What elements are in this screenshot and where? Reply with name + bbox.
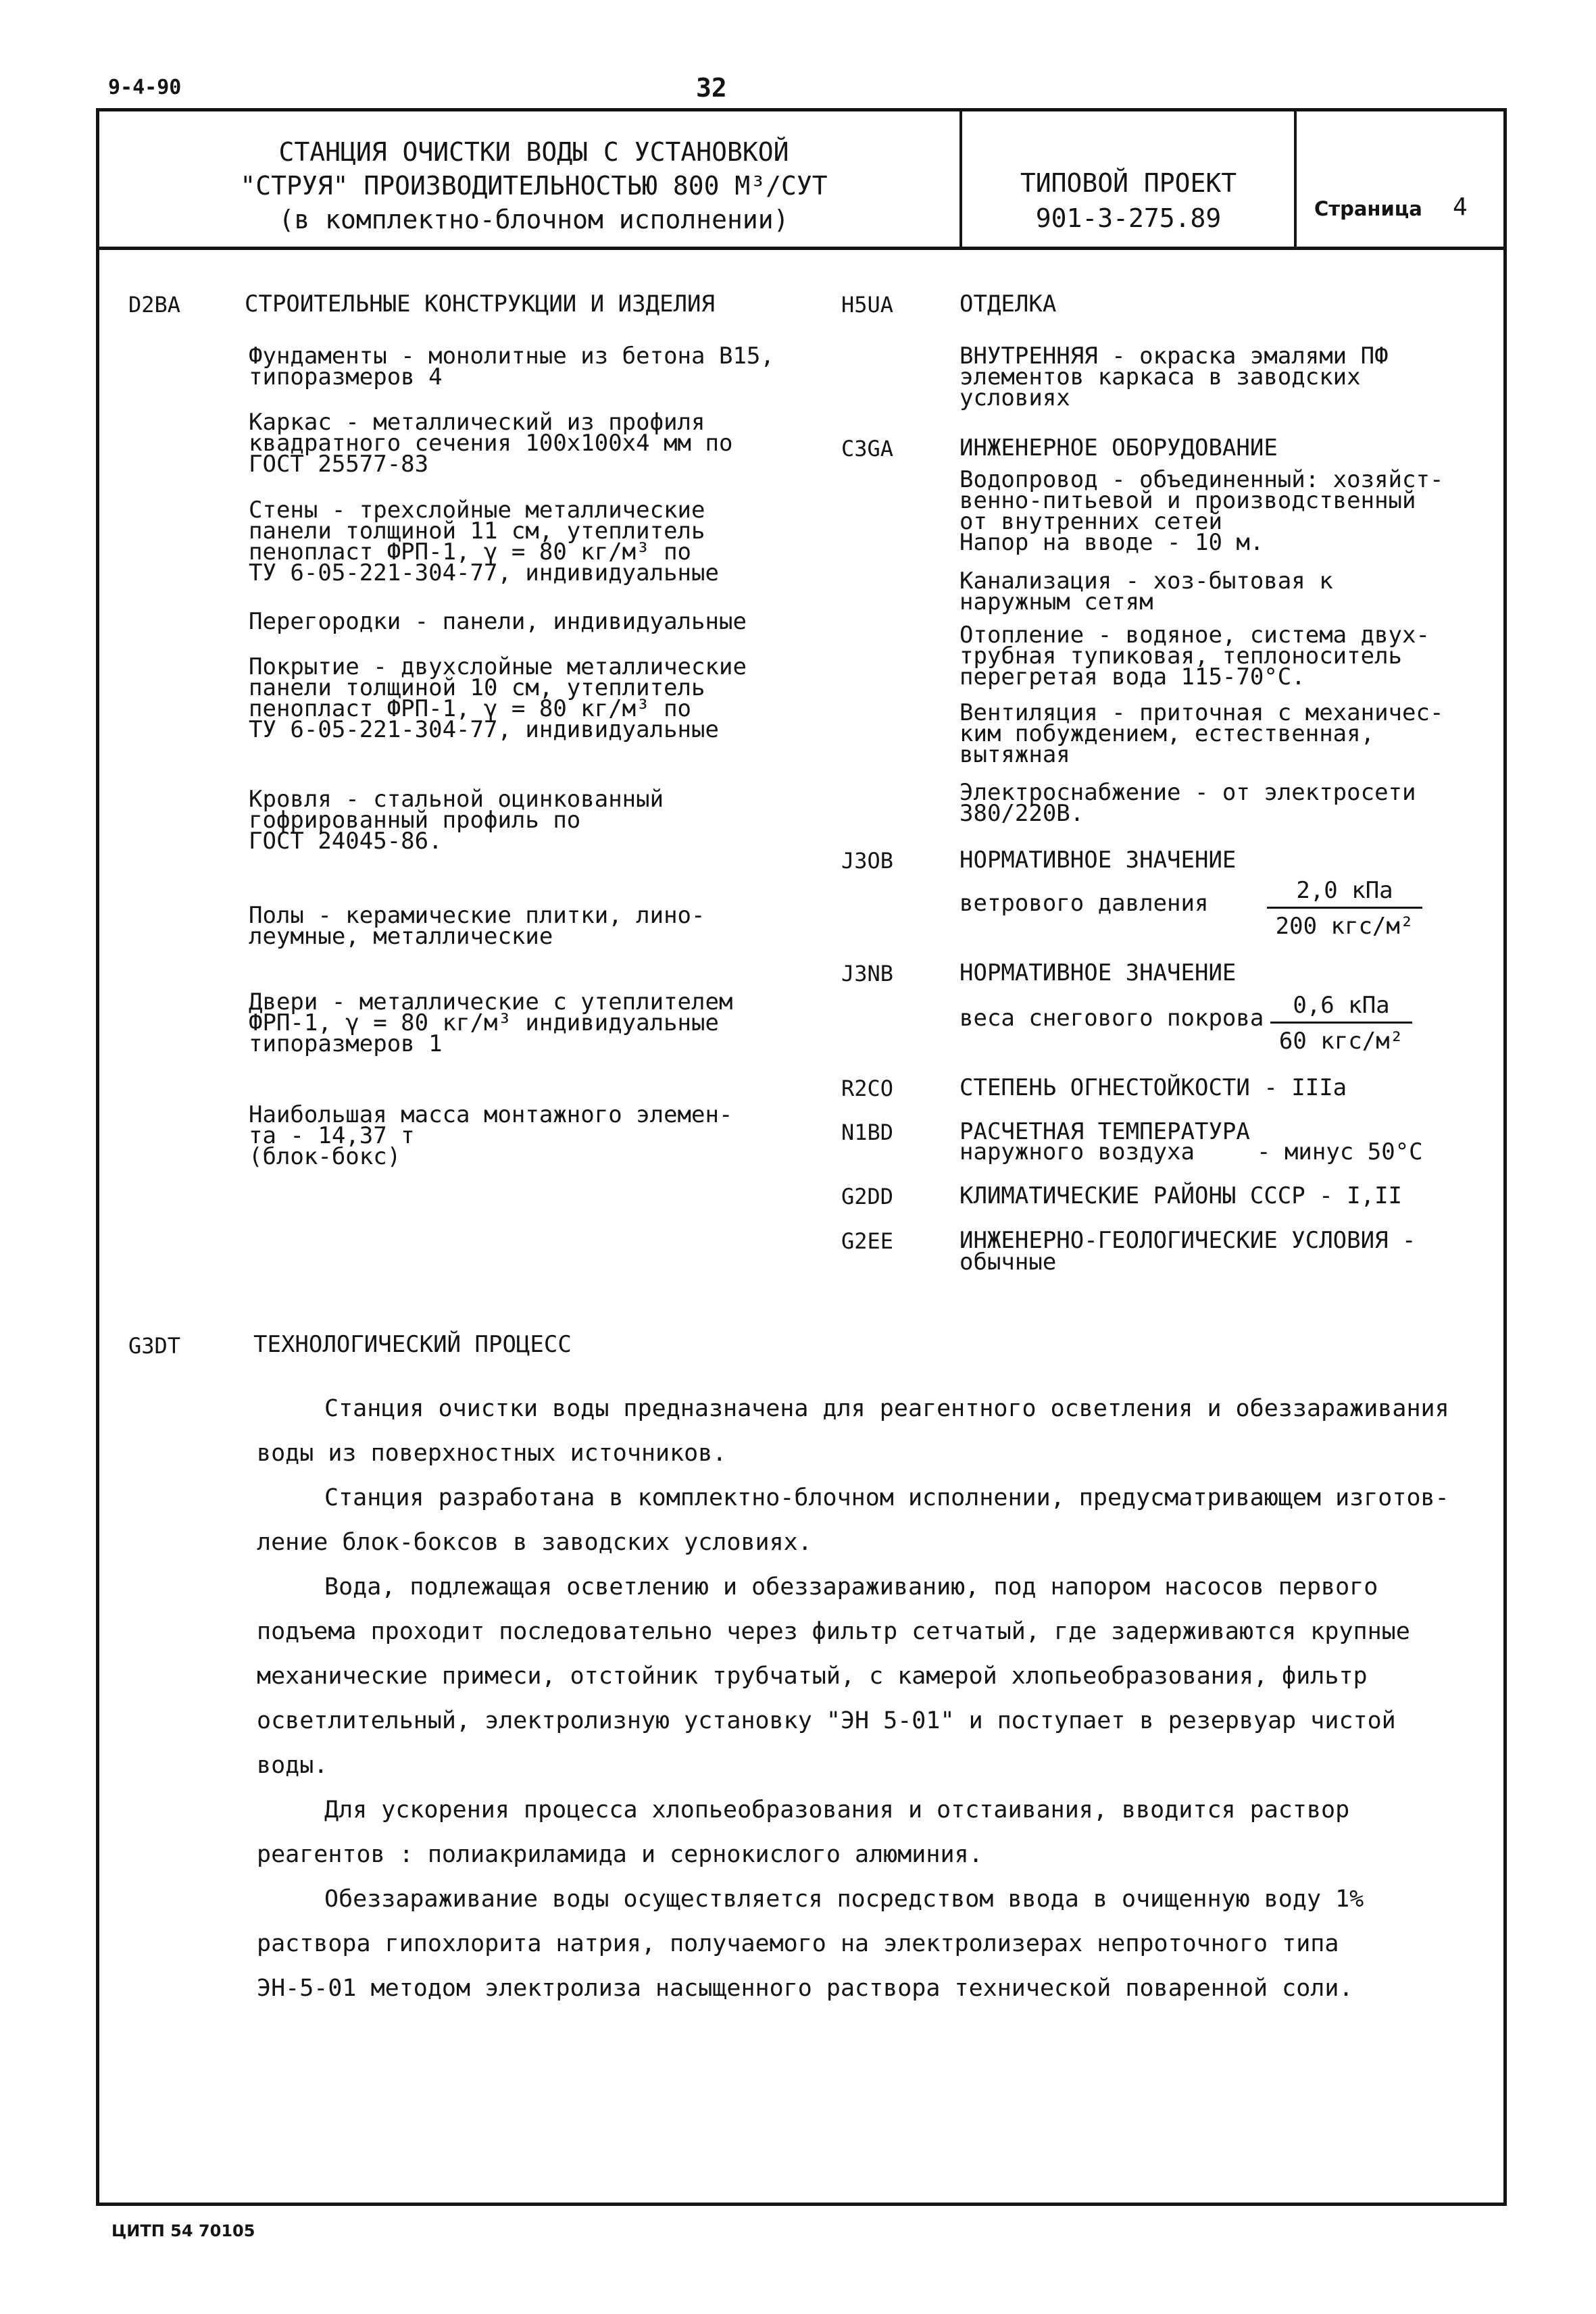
geology-heading: ИНЖЕНЕРНО-ГЕОЛОГИЧЕСКИЕ УСЛОВИЯ -	[959, 1227, 1416, 1254]
frame-bottom	[96, 2203, 1507, 2206]
text-line: панели толщиной 11 см, утеплитель	[249, 518, 705, 545]
section-heading-structures: СТРОИТЕЛЬНЫЕ КОНСТРУКЦИИ И ИЗДЕЛИЯ	[245, 291, 715, 318]
sheet-page-number: 4	[1453, 193, 1468, 221]
text-line: пенопласт ФРП-1, γ = 80 кг/м³ по	[249, 695, 692, 722]
document-code: 9-4-90	[108, 76, 182, 99]
text-line: Водопровод - объединенный: хозяйст-	[959, 466, 1444, 493]
engineering-ventilation	[959, 699, 1444, 768]
text-line: Каркас - металлический из профиля	[249, 409, 705, 436]
section-code-geology: G2EE	[841, 1228, 894, 1254]
text-line: типоразмеров 1	[249, 1030, 443, 1057]
item-roof	[249, 786, 664, 855]
wind-pressure-fraction	[1267, 877, 1422, 940]
process-line: механические примеси, отстойник трубчатый, с камерой хлопьеобразования, фильтр	[257, 1663, 1368, 1690]
geology-value: обычные	[959, 1249, 1057, 1276]
text-line: Покрытие - двухслойные металлические	[249, 653, 747, 680]
wind-pressure-kgf: 200 кгс/м²	[1275, 913, 1414, 940]
finish-text	[959, 343, 1389, 411]
section-code-finish: H5UA	[841, 292, 894, 318]
frame-left	[96, 108, 99, 2206]
process-line: реагентов : полиакриламида и сернокислого алюминия.	[257, 1841, 983, 1868]
process-line: подъема проходит последовательно через фильтр сетчатый, где задерживаются крупные	[257, 1618, 1410, 1645]
process-line: ЭН-5-01 методом электролиза насыщенного раствора технической поваренной соли.	[257, 1975, 1353, 2002]
process-line: Станция очистки воды предназначена для реагентного осветления и обеззараживания	[324, 1395, 1449, 1422]
text-line: Отопление - водяное, система двух-	[959, 622, 1430, 649]
section-code-snow: J3NB	[841, 961, 894, 986]
text-line: Двери - металлические с утеплителем	[249, 988, 733, 1015]
item-doors	[249, 988, 733, 1057]
text-line: ВНУТРЕННЯЯ - окраска эмалями ПФ	[959, 343, 1389, 370]
text-line: наружным сетям	[959, 588, 1153, 615]
text-line: пенопласт ФРП-1, γ = 80 кг/м³ по	[249, 538, 692, 565]
wind-label: ветрового давления	[959, 890, 1209, 917]
text-line: ким побуждением, естественная,	[959, 720, 1375, 747]
text-line: та - 14,37 т	[249, 1122, 415, 1149]
text-line: ГОСТ 25577-83	[249, 451, 429, 478]
section-heading-snow: НОРМАТИВНОЕ ЗНАЧЕНИЕ	[959, 959, 1237, 986]
process-line: Станция разработана в комплектно-блочном исполнении, предусматривающем изготов-	[324, 1484, 1449, 1511]
process-line: осветлительный, электролизную установку "ЭН 5-01" и поступает в резервуар чистой	[257, 1707, 1396, 1734]
climate-regions: КЛИМАТИЧЕСКИЕ РАЙОНЫ СССР - I,II	[959, 1182, 1403, 1209]
header-title-line-3: (в комплектно-блочном исполнении)	[278, 205, 789, 234]
sheet-page-label: Страница	[1314, 197, 1422, 220]
section-code-climate: G2DD	[841, 1184, 894, 1209]
item-roofing-panels	[249, 653, 747, 743]
text-line: Наибольшая масса монтажного элемен-	[249, 1101, 733, 1128]
text-line: ФРП-1, γ = 80 кг/м³ индивидуальные	[249, 1009, 719, 1036]
temperature-value: - минус 50°С	[1257, 1138, 1423, 1165]
text-line: (блок-бокс)	[249, 1143, 401, 1170]
text-line: трубная тупиковая, теплоноситель	[959, 643, 1403, 670]
project-label: ТИПОВОЙ ПРОЕКТ	[1020, 168, 1237, 198]
text-line: Канализация - хоз-бытовая к	[959, 568, 1333, 595]
section-code-structures: D2BA	[128, 292, 181, 318]
engineering-sewerage	[959, 568, 1333, 615]
section-code-process: G3DT	[128, 1333, 181, 1359]
process-line: воды из поверхностных источников.	[257, 1440, 727, 1467]
text-line: условиях	[959, 384, 1070, 411]
text-line: леумные, металлические	[249, 923, 553, 950]
snow-load-kgf: 60 кгс/м²	[1278, 1028, 1404, 1055]
process-line: воды.	[257, 1752, 328, 1779]
text-line: Стены - трехслойные металлические	[249, 497, 705, 524]
section-heading-wind: НОРМАТИВНОЕ ЗНАЧЕНИЕ	[959, 847, 1237, 874]
process-line: раствора гипохлорита натрия, получаемого на электролизерах непроточного типа	[257, 1930, 1339, 1957]
header-title	[135, 135, 932, 236]
text-line: венно-питьевой и производственный	[959, 487, 1416, 514]
engineering-water-supply	[959, 466, 1444, 556]
text-line: элементов каркаса в заводских	[959, 363, 1361, 391]
item-frame	[249, 409, 733, 478]
text-line: квадратного сечения 100х100х4 мм по	[249, 430, 733, 457]
text-line: 380/220В.	[959, 800, 1084, 827]
process-text	[257, 1386, 1493, 2011]
section-heading-engineering: ИНЖЕНЕРНОЕ ОБОРУДОВАНИЕ	[959, 434, 1278, 461]
process-line: Обеззараживание воды осуществляется посредством ввода в очищенную воду 1%	[324, 1886, 1364, 1913]
item-floors	[249, 902, 705, 950]
snow-load-fraction	[1270, 992, 1412, 1055]
section-code-wind: J3OB	[841, 848, 894, 874]
text-line: ГОСТ 24045-86.	[249, 828, 443, 855]
footer-stamp: ЦИТП 54 70105	[111, 2221, 255, 2240]
section-code-fire: R2CO	[841, 1076, 894, 1101]
item-walls	[249, 497, 719, 586]
text-line: Фундаменты - монолитные из бетона В15,	[249, 343, 774, 370]
process-line: Для ускорения процесса хлопьеобразования и отстаивания, вводится раствор	[324, 1796, 1350, 1823]
header-title-line-2: "СТРУЯ" ПРОИЗВОДИТЕЛЬНОСТЬЮ 800 М³/СУТ	[240, 171, 828, 201]
header-title-line-1: СТАНЦИЯ ОЧИСТКИ ВОДЫ С УСТАНОВКОЙ	[278, 137, 789, 167]
item-foundations	[249, 343, 774, 391]
engineering-power	[959, 779, 1416, 827]
text-line: Полы - керамические плитки, лино-	[249, 902, 705, 929]
text-line: Электроснабжение - от электросети	[959, 779, 1416, 806]
engineering-heating	[959, 622, 1430, 690]
snow-label: веса снегового покрова	[959, 1005, 1264, 1032]
fire-resistance: СТЕПЕНЬ ОГНЕСТОЙКОСТИ - IIIа	[959, 1074, 1347, 1101]
text-line: Кровля - стальной оцинкованный	[249, 786, 664, 813]
snow-load-kpa: 0,6 кПа	[1270, 992, 1412, 1024]
frame-right	[1503, 108, 1507, 2206]
text-line: Перегородки - панели, индивидуальные	[249, 608, 747, 635]
process-line: Вода, подлежащая осветлению и обеззараживанию, под напором насосов первого	[324, 1574, 1378, 1601]
text-line: типоразмеров 4	[249, 363, 443, 391]
wind-pressure-kpa: 2,0 кПа	[1267, 877, 1422, 909]
section-code-engineering: C3GA	[841, 436, 894, 461]
section-code-temperature: N1BD	[841, 1120, 894, 1145]
temperature-heading: РАСЧЕТНАЯ ТЕМПЕРАТУРА	[959, 1118, 1250, 1145]
temperature-label: наружного воздуха	[959, 1138, 1195, 1165]
item-max-mass	[249, 1101, 733, 1170]
text-line: ТУ 6-05-221-304-77, индивидуальные	[249, 716, 719, 743]
project-number: 901-3-275.89	[1035, 203, 1222, 233]
project-block	[959, 166, 1297, 236]
text-line: гофрированный профиль по	[249, 807, 581, 834]
text-line: Напор на вводе - 10 м.	[959, 529, 1264, 556]
page-number: 32	[696, 73, 727, 103]
text-line: перегретая вода 115-70°С.	[959, 663, 1305, 690]
text-line: вытяжная	[959, 741, 1070, 768]
text-line: от внутренних сетей	[959, 508, 1222, 535]
text-line: Вентиляция - приточная с механичес-	[959, 699, 1444, 726]
section-heading-finish: ОТДЕЛКА	[959, 291, 1057, 318]
text-line: панели толщиной 10 см, утеплитель	[249, 674, 705, 701]
text-line: ТУ 6-05-221-304-77, индивидуальные	[249, 559, 719, 586]
section-heading-process: ТЕХНОЛОГИЧЕСКИЙ ПРОЦЕСС	[253, 1331, 572, 1358]
item-partitions	[249, 608, 747, 635]
process-line: ление блок-боксов в заводских условиях.	[257, 1529, 812, 1556]
